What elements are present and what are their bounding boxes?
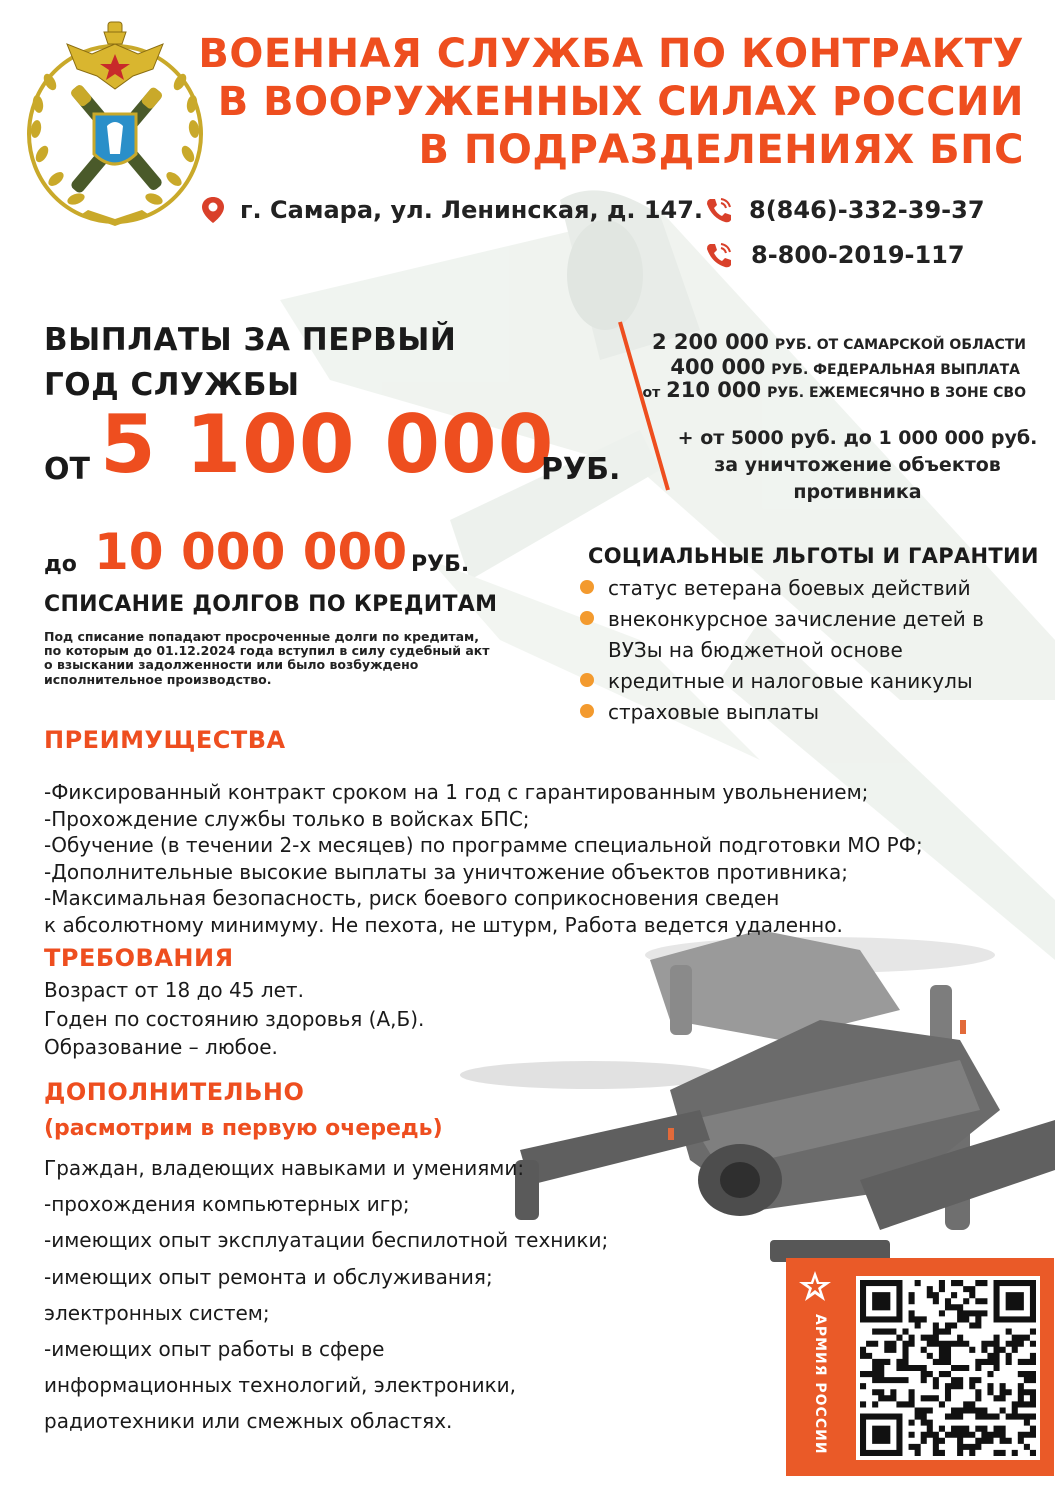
address-text: г. Самара, ул. Ленинская, д. 147. <box>240 196 704 224</box>
amount-prefix-from: ОТ <box>44 452 90 487</box>
additional-line: Граждан, владеющих навыками и умениями: <box>44 1156 525 1180</box>
qr-code-frame <box>856 1276 1040 1460</box>
social-item-continuation: ВУЗы на бюджетной основе <box>608 638 903 662</box>
amount-currency: РУБ. <box>541 452 621 487</box>
bps-emblem-icon <box>22 14 208 229</box>
requirement-line: Годен по состоянию здоровья (А,Б). <box>44 1006 425 1031</box>
bonus-line-3: противника <box>793 481 922 503</box>
advantage-line: -Максимальная безопасность, риск боевого соприкосновения сведен <box>44 886 780 910</box>
advantage-line: -Фиксированный контракт сроком на 1 год с гарантированным увольнением; <box>44 780 869 804</box>
bullet-dot-icon <box>580 611 594 625</box>
phone-icon <box>704 196 734 224</box>
title-line-3: В ПОДРАЗДЕЛЕНИЯХ БПС <box>418 127 1024 173</box>
payout-monthly-amount: 210 000 <box>666 378 762 402</box>
social-item: внеконкурсное зачисление детей в <box>580 607 984 631</box>
advantages-heading: ПРЕИМУЩЕСТВА <box>44 726 286 754</box>
location-pin-icon <box>200 195 226 225</box>
payout-monthly-prefix: от <box>642 385 661 401</box>
requirements-list <box>44 976 424 1062</box>
debts-heading: СПИСАНИЕ ДОЛГОВ ПО КРЕДИТАМ <box>44 592 498 617</box>
payout-regional-amount: 2 200 000 <box>652 330 769 354</box>
additional-subheading: (расмотрим в первую очередь) <box>44 1116 443 1141</box>
advantage-line: к абсолютному минимуму. Не пехота, не штурм, Работа ведется удаленно. <box>44 912 843 937</box>
bonus-line-2: за уничтожение объектов <box>714 454 1001 476</box>
additional-list <box>44 1150 608 1440</box>
advantage-line: -Прохождение службы только в войсках БПС; <box>44 806 530 831</box>
debts-note <box>44 630 490 687</box>
requirement-line: Образование – любое. <box>44 1035 278 1059</box>
payout-federal-amount: 400 000 <box>670 355 766 379</box>
debts-note-line: исполнительное производство. <box>44 671 272 687</box>
payout-federal <box>670 355 1020 379</box>
title-line-1: ВОЕННАЯ СЛУЖБА ПО КОНТРАКТУ <box>198 31 1024 77</box>
army-badge <box>786 1258 1054 1476</box>
additional-line: информационных технологий, электроники, <box>44 1373 517 1398</box>
debts-note-line: Под списание попадают просроченные долги по кредитам, <box>44 629 479 644</box>
title-line-2: В ВООРУЖЕННЫХ СИЛАХ РОССИИ <box>217 79 1024 125</box>
bullet-dot-icon <box>580 580 594 594</box>
social-item: страховые выплаты <box>580 700 819 724</box>
amount-from: 5 100 000 <box>100 398 555 491</box>
amount-to: 10 000 000 <box>94 523 408 581</box>
requirement-line: Возраст от 18 до 45 лет. <box>44 978 304 1002</box>
payments-heading-line-1: ВЫПЛАТЫ ЗА ПЕРВЫЙ <box>44 322 457 358</box>
additional-line: радиотехники или смежных областях. <box>44 1409 453 1434</box>
advantage-line: -Обучение (в течении 2-х месяцев) по программе специальной подготовки МО РФ; <box>44 833 923 857</box>
additional-line: -имеющих опыт эксплуатации беспилотной техники; <box>44 1228 609 1253</box>
army-badge-label: АРМИЯ РОССИИ <box>812 1314 828 1455</box>
bullet-dot-icon <box>580 673 594 687</box>
payout-monthly <box>643 378 1027 402</box>
debts-note-line: по которым до 01.12.2024 года вступил в силу судебный акт <box>44 643 490 659</box>
phone-number-1[interactable]: 8(846)-332-39-37 <box>749 196 985 224</box>
advantage-line: -Дополнительные высокие выплаты за уничтожение объектов противника; <box>44 859 848 884</box>
social-item: статус ветерана боевых действий <box>580 576 971 600</box>
additional-heading: ДОПОЛНИТЕЛЬНО <box>44 1078 305 1106</box>
amount-to-currency: РУБ. <box>411 552 470 577</box>
additional-line: -имеющих опыт ремонта и обслуживания; <box>44 1264 493 1289</box>
payout-monthly-label: РУБ. ЕЖЕМЕСЯЧНО В ЗОНЕ СВО <box>767 385 1026 401</box>
social-heading: СОЦИАЛЬНЫЕ ЛЬГОТЫ И ГАРАНТИИ <box>588 544 1039 568</box>
additional-line: -прохождения компьютерных игр; <box>44 1192 410 1217</box>
phone-icon <box>704 241 734 269</box>
payments-heading-line-2: ГОД СЛУЖБЫ <box>44 367 300 403</box>
additional-line: электронных систем; <box>44 1300 270 1325</box>
phone-number-2[interactable]: 8-800-2019-117 <box>751 241 965 269</box>
payout-federal-label: РУБ. ФЕДЕРАЛЬНАЯ ВЫПЛАТА <box>771 362 1020 378</box>
qr-code-icon[interactable] <box>860 1280 1036 1456</box>
payout-regional <box>652 330 1026 354</box>
requirements-heading: ТРЕБОВАНИЯ <box>44 944 234 972</box>
social-item: кредитные и налоговые каникулы <box>580 669 973 693</box>
debts-note-line: о взыскании задолженности или было возбуждено <box>44 657 419 673</box>
bonus-text <box>665 425 1050 506</box>
star-icon <box>798 1270 832 1302</box>
additional-line: -имеющих опыт работы в сфере <box>44 1337 385 1362</box>
bullet-dot-icon <box>580 704 594 718</box>
advantages-list <box>44 779 923 938</box>
payout-regional-label: РУБ. ОТ САМАРСКОЙ ОБЛАСТИ <box>774 337 1026 353</box>
bonus-line-1: + от 5000 руб. до 1 000 000 руб. <box>677 427 1038 449</box>
amount-prefix-to: до <box>44 552 77 577</box>
